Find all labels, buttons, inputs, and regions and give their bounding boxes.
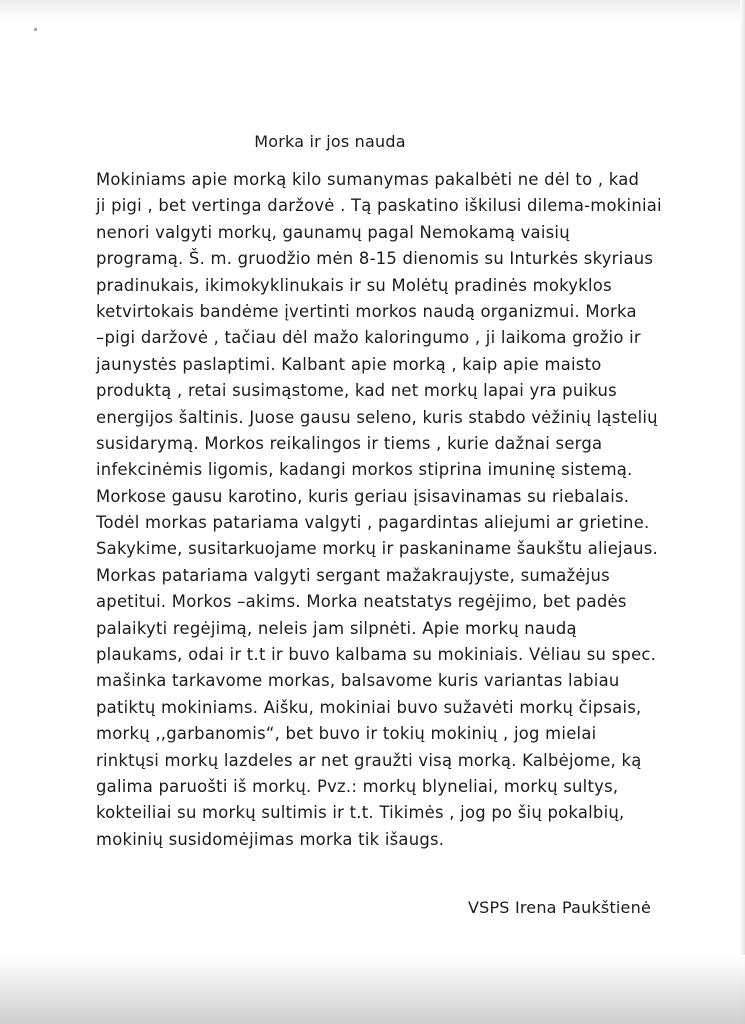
body-line: palaikyti regėjimą, neleis jam silpnėti. Apie morkų naudą xyxy=(96,618,577,638)
body-line: morkų ,,garbanomis“, bet buvo ir tokių mokinių , jog mielai xyxy=(96,724,597,744)
body-line: Sakykime, susitarkuojame morkų ir paskaniname šaukštu aliejaus. xyxy=(96,539,659,559)
body-line: mokinių susidomėjimas morka tik išaugs. xyxy=(96,829,445,849)
body-line: Morkose gausu karotino, kuris geriau įsisavinamas su riebalais. xyxy=(96,486,630,506)
body-line: mašinka tarkavome morkas, balsavome kuris variantas labiau xyxy=(96,671,620,691)
body-line: susidarymą. Morkos reikalingos ir tiems , kurie dažnai serga xyxy=(96,433,603,453)
body-line: energijos šaltinis. Juose gausu seleno, kuris stabdo vėžinių ląstelių xyxy=(96,407,658,427)
body-line: kokteiliai su morkų sultimis ir t.t. Tikimės , jog po šių pokalbių, xyxy=(96,803,625,823)
body-line: ji pigi , bet vertinga daržovė . Tą paskatino iškilusi dilema-mokiniai xyxy=(96,196,662,216)
scan-bottom-edge xyxy=(0,955,745,1024)
body-line: jaunystės paslaptimi. Kalbant apie morką , kaip apie maisto xyxy=(96,354,602,374)
body-line: Todėl morkas patariama valgyti , pagardintas aliejumi ar grietine. xyxy=(96,513,650,533)
scan-right-edge xyxy=(740,0,745,1024)
body-line: programą. Š. m. gruodžio mėn 8-15 dienomis su Inturkės skyriaus xyxy=(96,249,654,269)
author-signature: VSPS Irena Paukštienė xyxy=(467,898,651,917)
body-line: Mokiniams apie morką kilo sumanymas pakalbėti ne dėl to , kad xyxy=(96,170,640,189)
body-line: apetitui. Morkos –akims. Morka neatstatys regėjimo, bet padės xyxy=(96,592,627,612)
body-line: nenori valgyti morkų, gaunamų pagal Nemokamą vaisių xyxy=(96,222,570,242)
body-line: –pigi daržovė , tačiau dėl mažo kaloringumo , ji laikoma grožio ir xyxy=(96,328,641,348)
body-line: galima paruošti iš morkų. Pvz.: morkų blyneliai, morkų sultys, xyxy=(96,776,619,796)
document-title: Morka ir jos nauda xyxy=(254,132,406,151)
document-body xyxy=(96,167,696,853)
body-line: plaukams, odai ir t.t ir buvo kalbama su mokiniais. Vėliau su spec. xyxy=(96,645,657,665)
body-line: pradinukais, ikimokyklinukais ir su Molėtų pradinės mokyklos xyxy=(96,275,612,295)
body-line: produktą , retai susimąstome, kad net morkų lapai yra puikus xyxy=(96,381,617,401)
scan-top-edge xyxy=(0,0,745,24)
scan-speck xyxy=(34,28,37,31)
body-line: ketvirtokais bandėme įvertinti morkos naudą organizmui. Morka xyxy=(96,301,637,321)
body-line: rinktųsi morkų lazdeles ar net graužti visą morką. Kalbėjome, ką xyxy=(96,750,642,770)
body-line: infekcinėmis ligomis, kadangi morkos stiprina imuninę sistemą. xyxy=(96,460,633,480)
body-line: patiktų mokiniams. Aišku, mokiniai buvo sužavėti morkų čipsais, xyxy=(96,697,642,717)
body-line: Morkas patariama valgyti sergant mažakraujyste, sumažėjus xyxy=(96,565,610,585)
